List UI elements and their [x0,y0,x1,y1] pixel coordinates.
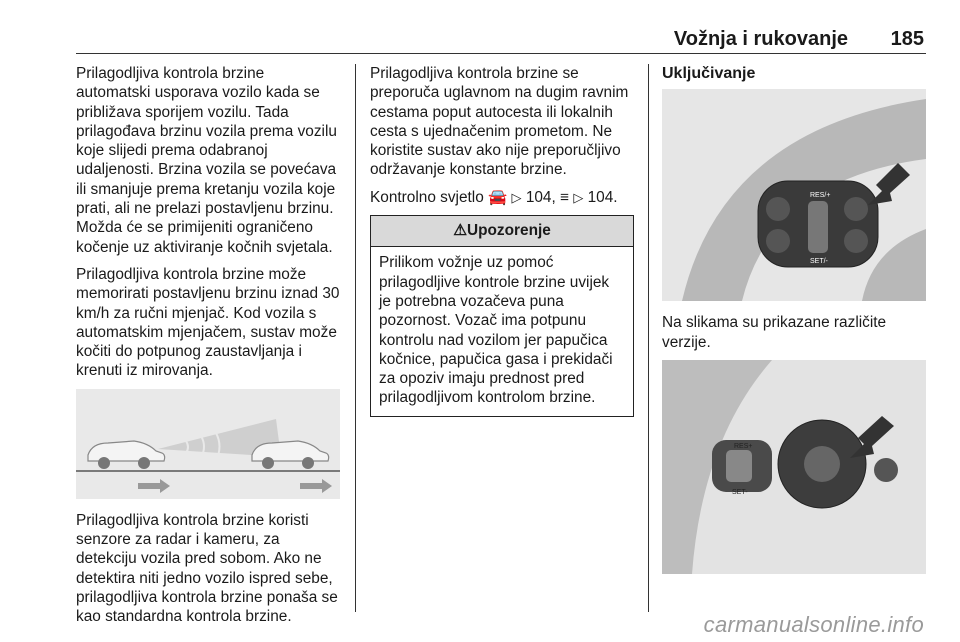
column-2 [370,64,634,417]
res-label: RES/+ [810,192,831,200]
indicator-reference: Kontrolno svjetlo 🚘 ▷ 104, ≡ ▷ 104. [370,188,618,206]
paragraph-acc-sensors: Prilagodljiva kontrola brzine koristi senzore za radar i kameru, za detekciju vozila pred sobom. Ako ne detektira niti jedno vozilo ispred sebe, prilagodljiva kontrola brzine ponaša se kao standardna kontrola brzine. [76,511,338,626]
section-heading: Uključivanje [662,65,756,82]
page-ref-arrow-icon: ▷ [511,189,522,205]
page-ref-1: 104 [525,188,552,206]
paragraph-acc-intro: Prilagodljiva kontrola brzine automatski usporava vozilo kada se približava sporijem vozilu. Tada prilagođava brzinu vozila prema vozilu koje slijedi prema odabranoj udaljenosti. Brzina vozila se povećava ili smanjuje prema kretanju vozila koje prati, ali ne prelazi postavljenu brzinu. Možda će se primijeniti ograničeno kočenje uz aktiviranje kočnih svjetala. [76,65,337,256]
set-label: SET/- [810,258,828,266]
radar-illustration [76,389,340,499]
page-ref-arrow-icon: ▷ [573,189,584,205]
page-number: 185 [890,28,924,50]
column-3 [662,64,926,574]
page-header-title: Vožnja i rukovanje [673,28,848,50]
warning-icon: ⚠ [453,222,467,240]
header-divider [76,53,926,54]
warning-header [371,216,633,247]
warning-box [370,215,634,417]
res-label-2: RES+ [734,442,753,450]
warning-text: Prilikom vožnje uz pomoć prilagodljive kontrole brzine uvijek je potrebna vozačeva puna pozornost. Vozač ima potpunu kontrolu nad vozilom jer papučica kočnice, papučica gasa i prekidači za opoziv imaju prednost pred prilagodljivom kontrolom brzine. [379,254,613,407]
figure-caption: Na slikama su prikazane različite verzije. [662,314,887,351]
indicator-prefix: Kontrolno svjetlo [370,188,484,206]
distance-indicator-icon: ≡ [560,188,570,206]
column-1 [76,64,340,635]
paragraph-acc-speed: Prilagodljiva kontrola brzine može memorirati postavljenu brzinu iznad 30 km/h za ručni mjenjač. Kod vozila s automatskim mjenjačem, sustav može kočiti do potpunog zaustavljanja i krenuti iz mirovanja. [76,265,340,380]
steering-wheel-controls-illustration-2 [662,360,926,574]
car-indicator-icon: 🚘 [488,188,508,206]
steering-wheel-controls-illustration-1 [662,89,926,301]
paragraph-acc-recommendation: Prilagodljiva kontrola brzine se preporuča uglavnom na dugim ravnim cestama poput autocesta ili lokalnih cesta s ujednačenim prometom. Ne koristite sustav ako nije preporučljivo održavanje konstante brzine. [370,65,629,179]
column-divider-2 [648,64,649,612]
page-ref-2: 104 [587,188,614,206]
warning-title: Upozorenje [467,222,551,240]
set-label-2: SET- [732,488,748,496]
watermark: carmanualsonline.info [703,612,924,637]
column-divider-1 [355,64,356,612]
